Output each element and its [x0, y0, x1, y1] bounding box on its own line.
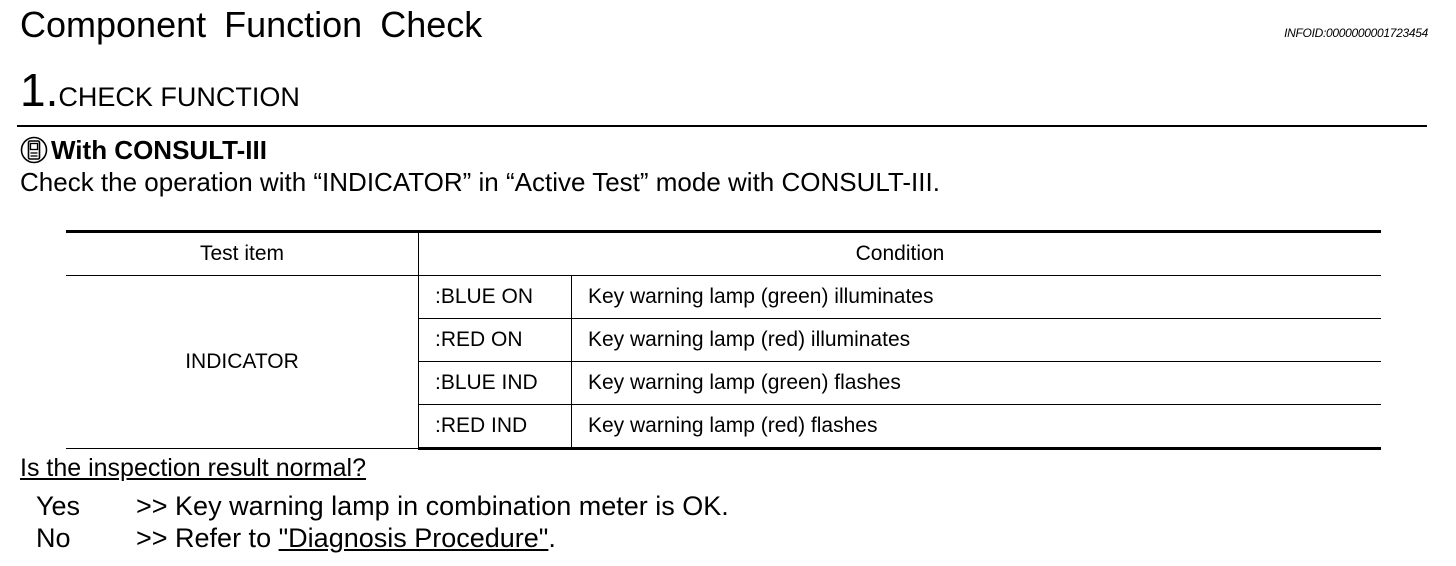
answer-no-suffix: .	[548, 523, 556, 553]
answer-yes-key: Yes	[36, 491, 81, 521]
step-heading	[20, 64, 300, 128]
description-cell: Key warning lamp (green) flashes	[572, 362, 1382, 405]
condition-table	[66, 230, 1381, 450]
answer-yes-text: Key warning lamp in combination meter is OK.	[175, 491, 729, 521]
step-label: CHECK FUNCTION	[58, 82, 300, 112]
inspection-question: Is the inspection result normal?	[20, 454, 367, 482]
consult-tool-icon	[20, 136, 48, 164]
header-test-item: Test item	[66, 232, 419, 276]
page-title: Component Function Check	[20, 4, 483, 45]
instruction-text: Check the operation with “INDICATOR” in “Active Test” mode with CONSULT-III.	[20, 167, 940, 197]
mode-cell: :RED IND	[419, 405, 572, 449]
answer-no-prefix: >> Refer to	[136, 523, 279, 553]
consult-heading-text: With CONSULT-III	[51, 135, 267, 165]
table-header-row	[66, 232, 1381, 276]
info-id: INFOID:0000000001723454	[1284, 26, 1428, 40]
test-item-cell: INDICATOR	[66, 276, 419, 449]
description-cell: Key warning lamp (red) flashes	[572, 405, 1382, 449]
mode-cell: :RED ON	[419, 319, 572, 362]
mode-cell: :BLUE ON	[419, 276, 572, 319]
description-cell: Key warning lamp (green) illuminates	[572, 276, 1382, 319]
section-divider	[17, 125, 1427, 127]
answers	[36, 490, 729, 554]
answer-no	[36, 522, 729, 554]
step-number: 1.	[20, 64, 59, 116]
header-condition: Condition	[419, 232, 1382, 276]
answer-no-key: No	[36, 523, 71, 553]
consult-heading	[20, 134, 267, 166]
mode-cell: :BLUE IND	[419, 362, 572, 405]
answer-yes	[36, 490, 729, 522]
diagnosis-procedure-link[interactable]: "Diagnosis Procedure"	[278, 523, 549, 553]
answer-yes-prefix: >>	[136, 491, 176, 521]
table-row	[66, 276, 1381, 319]
description-cell: Key warning lamp (red) illuminates	[572, 319, 1382, 362]
